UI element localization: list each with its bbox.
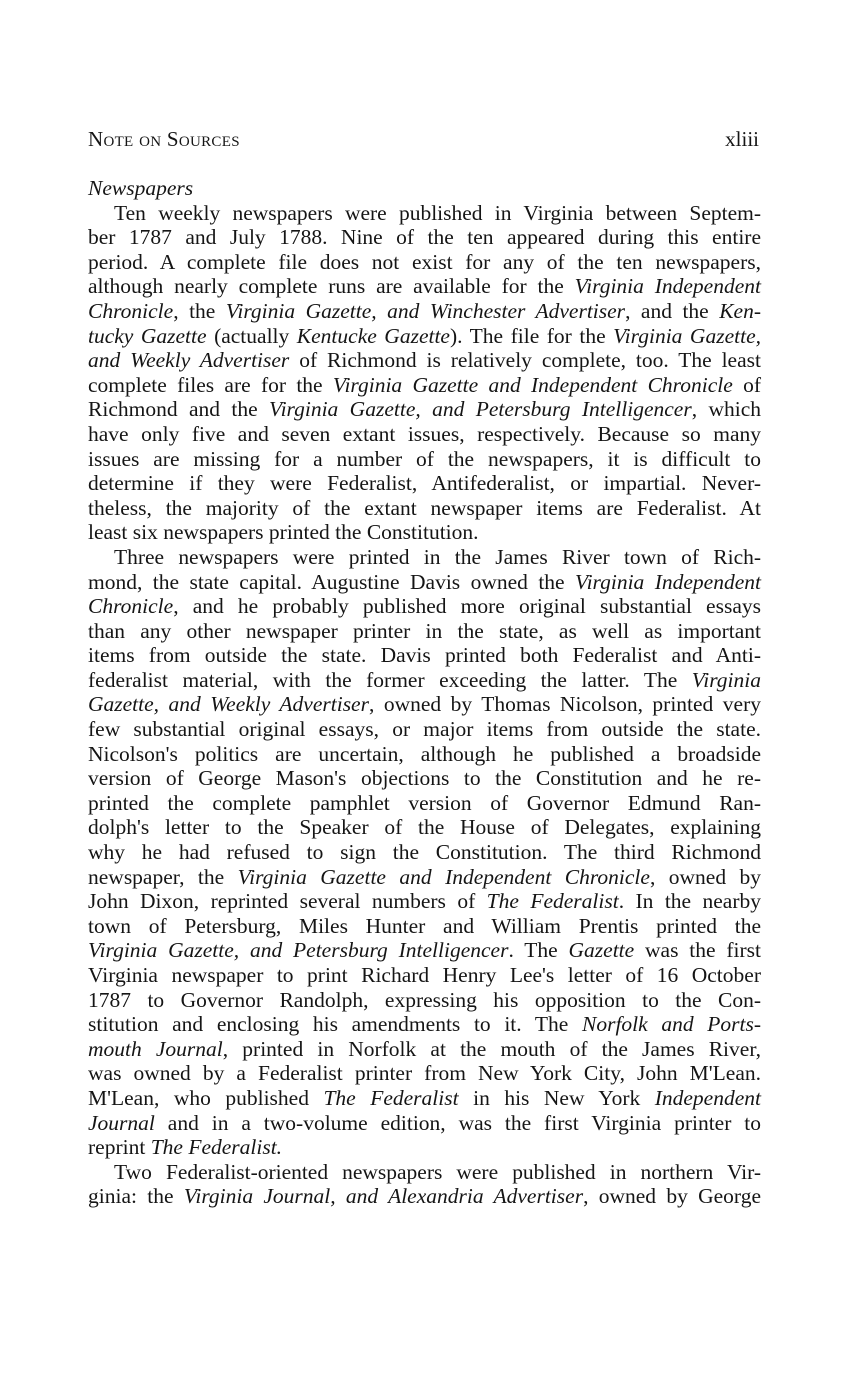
text-line: was owned by a Federalist printer from New York City, John M'Lean. [88,1061,761,1086]
text-line: issues are missing for a number of the newspapers, it is difficult to [88,446,761,471]
text-run: and in a two-volume edition, was the first Virginia printer to [154,1110,761,1135]
text-run: , owned by George [583,1184,761,1209]
text-run: Richmond and the [88,397,270,422]
text-run: although nearly complete runs are available for the [88,274,575,299]
text-run: reprint [88,1135,151,1160]
text-line [88,397,761,422]
text-run: , which [691,397,761,422]
text-line: printed the complete pamphlet version of Governor Edmund Ran- [88,790,761,815]
text-line [88,865,761,890]
paragraph-1 [88,201,761,545]
text-line: ber 1787 and July 1788. Nine of the ten appeared during this entire [88,225,761,250]
newspaper-title: Gazette, and Weekly Advertiser [88,692,369,717]
text-run: , and the [625,298,720,323]
body-text [88,176,761,1209]
text-line [88,594,761,619]
text-run: . The [508,938,569,963]
text-line: Two Federalist-oriented newspapers were published in northern Vir- [114,1159,761,1184]
text-line [88,570,761,595]
text-run: , owned by [649,864,762,889]
text-line [88,1086,761,1111]
text-run: (actually [206,323,297,348]
text-run: complete files are for the [88,372,333,397]
text-run: , the [173,298,226,323]
text-line [88,1135,761,1160]
newspaper-title: Independent [654,1085,761,1110]
newspaper-title: Virginia [691,667,761,692]
text-line [88,274,761,299]
page-number: xliii [725,127,759,151]
text-line: have only five and seven extant issues, respectively. Because so many [88,421,761,446]
text-line: Three newspapers were printed in the James River town of Rich- [114,544,761,569]
text-line: dolph's letter to the Speaker of the House of Delegates, explaining [88,815,761,840]
newspaper-title: The Federalist [323,1085,459,1110]
text-run: federalist material, with the former exceeding the latter. The [88,667,692,692]
newspaper-title: Virginia Gazette and Independent Chronicle [237,864,650,889]
text-line: least six newspapers printed the Constitution. [88,520,479,545]
text-run: mond, the state capital. Augustine Davis owned the [88,569,576,594]
text-line [88,692,761,717]
running-title: Note on Sources [88,127,240,151]
text-run: , printed in Norfolk at the mouth of the James River, [222,1036,761,1061]
text-line: theless, the majority of the extant newspaper items are Federalist. At [88,495,761,520]
text-line: town of Petersburg, Miles Hunter and William Prentis printed the [88,913,761,938]
text-run: John Dixon, reprinted several numbers of [88,889,487,914]
text-run: M'Lean, who published [88,1085,324,1110]
text-line: Virginia newspaper to print Richard Henry Lee's letter of 16 October [88,963,761,987]
text-run: . In the nearby [618,889,762,914]
text-line [88,348,761,373]
newspaper-title: Virginia Journal, and Alexandria Advertiser [183,1184,584,1209]
text-run: , and he probably published more original substantial essays [173,594,761,619]
newspaper-title: Virginia Gazette, and Petersburg Intelligencer [269,397,692,422]
paragraph-3 [88,1160,761,1209]
text-run: was the first [634,938,761,963]
text-run: of Richmond is relatively complete, too. The least [289,348,761,373]
newspaper-title: Kentucke Gazette [296,323,450,348]
newspaper-title: The Federalist. [150,1135,283,1160]
newspaper-title: mouth Journal [88,1036,223,1061]
newspaper-title: tucky Gazette [88,323,207,348]
text-line: items from outside the state. Davis printed both Federalist and Anti- [88,643,761,668]
newspaper-title: Journal [88,1110,155,1135]
text-line: few substantial original essays, or major items from outside the state. [88,717,761,742]
text-line [88,324,761,349]
text-line [88,889,761,914]
newspaper-title: Ken- [719,298,762,323]
text-line [88,373,761,398]
newspaper-title: Virginia Gazette, and Winchester Advertiser [225,298,626,323]
newspaper-title: Virginia Independent [574,274,761,299]
newspaper-title: Chronicle [88,298,174,323]
text-line: Nicolson's politics are uncertain, although he published a broadside [88,741,761,766]
newspaper-title: Gazette [568,938,635,963]
newspaper-title: and Weekly Advertiser [88,348,290,373]
text-line: 1787 to Governor Randolph, expressing his opposition to the Con- [88,987,761,1012]
newspaper-title: Virginia Gazette, and Petersburg Intelligencer [88,938,509,963]
newspaper-title: Virginia Gazette, [613,323,761,348]
running-head [88,126,759,152]
text-line [88,668,761,693]
text-run: stitution and enclosing his amendments to it. The [88,1012,582,1037]
text-run: of [732,372,761,397]
newspaper-title: Virginia Independent [575,569,761,594]
newspaper-title: Chronicle [88,594,174,619]
text-run: in his New York [458,1085,655,1110]
section-heading: Newspapers [88,176,194,200]
text-line [88,1037,761,1062]
text-run: newspaper, the [88,864,238,889]
text-run: , owned by Thomas Nicolson, printed very [368,692,761,717]
text-line [88,299,761,324]
text-line [88,938,761,963]
text-line [88,1012,761,1037]
newspaper-title: Norfolk and Ports- [582,1012,762,1037]
text-line: determine if they were Federalist, Antifederalist, or impartial. Never- [88,471,761,496]
text-line: why he had refused to sign the Constitution. The third Richmond [88,840,761,865]
paragraph-2 [88,545,761,1160]
text-run: ginia: the [88,1184,184,1209]
newspaper-title: The Federalist [486,889,619,914]
text-line: Ten weekly newspapers were published in Virginia between Septem- [114,200,761,225]
text-line: than any other newspaper printer in the state, as well as important [88,618,761,643]
text-line: period. A complete file does not exist for any of the ten newspapers, [88,249,761,274]
text-line [88,1184,761,1209]
text-line: version of George Mason's objections to the Constitution and he re- [88,766,761,791]
newspaper-title: Virginia Gazette and Independent Chronicle [332,372,733,397]
text-line [88,1111,761,1136]
text-run: ). The file for the [449,323,614,348]
